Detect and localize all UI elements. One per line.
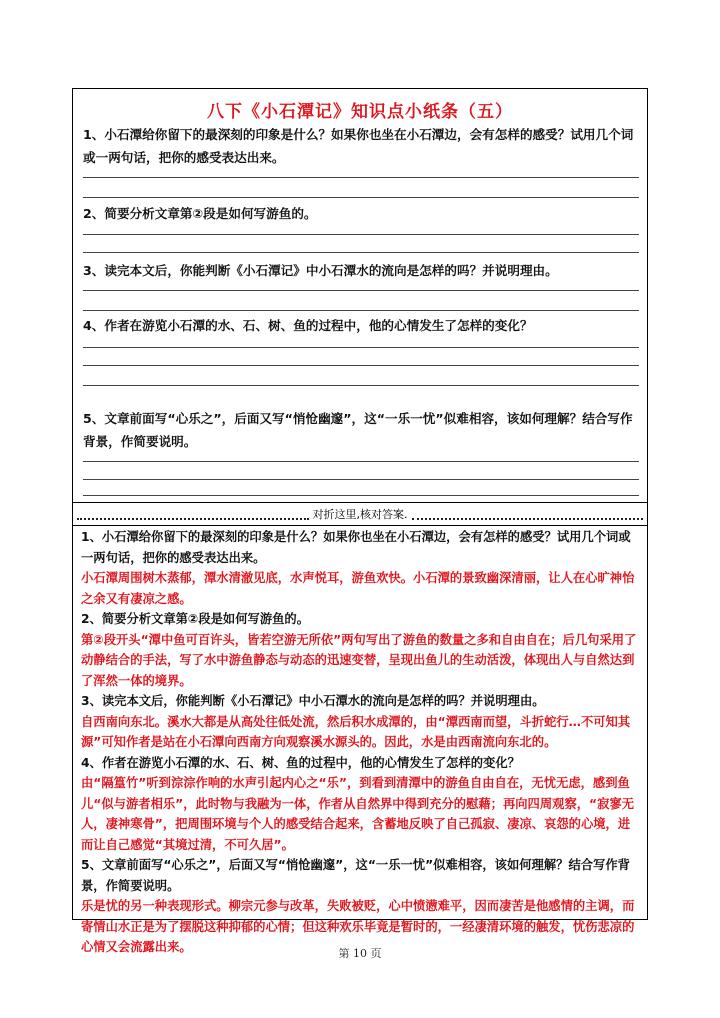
answer-question-2: 2、简要分析文章第②段是如何写游鱼的。 <box>81 612 310 626</box>
answer-line <box>83 495 639 496</box>
answer-line <box>83 234 639 235</box>
answer-line <box>83 252 639 253</box>
question-5: 5、文章前面写“心乐之”，后面又写“悄怆幽邃”，这“一乐一忧”似难相容，该如何理解？结合写作背景，作简要说明。 <box>83 411 633 449</box>
fold-line <box>73 505 647 523</box>
answer-5: 乐是忧的另一种表现形式。柳宗元参与改革，失败被贬，心中愤懑难平，因而凄苦是他感情的主调，而寄情山水正是为了摆脱这种抑郁的心情；但这种欢乐毕竟是暂时的，一经凄清环境的触发，忧伤悲凉的心情又会流露出来。 <box>81 899 635 954</box>
question-1: 1、小石潭给你留下的最深刻的印象是什么？如果你也坐在小石潭边，会有怎样的感受？试用几个词或一两句话，把你的感受表达出来。 <box>83 127 634 165</box>
answer-line <box>83 479 639 480</box>
answer-line <box>83 290 639 291</box>
answer-question-5: 5、文章前面写“心乐之”，后面又写“悄怆幽邃”，这“一乐一忧”似难相容，该如何理解？结合写作背景，作简要说明。 <box>81 858 630 893</box>
answer-question-1: 1、小石潭给你留下的最深刻的印象是什么？如果你也坐在小石潭边，会有怎样的感受？试用几个词或一两句话，把你的感受表达出来。 <box>81 530 631 565</box>
question-2: 2、简要分析文章第②段是如何写游鱼的。 <box>83 206 317 221</box>
answer-line <box>83 461 639 462</box>
answer-1: 小石潭周围树木蒸郁，潭水清澈见底，水声悦耳，游鱼欢快。小石潭的景致幽深清丽，让人在心旷神怡之余又有凄凉之感。 <box>81 571 635 606</box>
divider <box>73 525 647 526</box>
dotted-line <box>77 509 309 520</box>
answer-line <box>83 310 639 311</box>
answer-3: 自西南向东北。溪水大都是从高处往低处流，然后积水成潭的，由“潭西南而望，斗折蛇行…不可知其源”可知作者是站在小石潭向西南方向观察溪水源头的。因此，水是由西南流向东北的。 <box>81 714 631 749</box>
answer-section <box>81 527 641 958</box>
answer-question-4: 4、作者在游览小石潭的水、石、树、鱼的过程中，他的心情发生了怎样的变化？ <box>81 755 520 770</box>
question-3: 3、读完本文后，你能判断《小石潭记》中小石潭水的流向是怎样的吗？并说明理由。 <box>83 263 558 278</box>
answer-line <box>83 197 639 198</box>
dotted-line <box>412 509 644 520</box>
answer-line <box>83 347 639 348</box>
divider <box>73 502 647 503</box>
question-4: 4、作者在游览小石潭的水、石、树、鱼的过程中，他的心情发生了怎样的变化？ <box>83 318 533 333</box>
page-number: 第 10 页 <box>338 947 382 960</box>
answer-line <box>83 385 639 386</box>
answer-4: 由“隔篁竹”听到淙淙作响的水声引起内心之“乐”，到看到清潭中的游鱼自由自在，无忧无虑，感到鱼儿“似与游者相乐”，此时物与我融为一体，作者从自然界中得到充分的慰藉；再向四周观察，“寂寥无人，凄神寒骨”，把周围环境与个人的感受结合起来，含蓄地反映了自己孤寂、凄凉、哀怨的心境，进而让自己感觉“其境过清，不可久居”。 <box>81 776 635 852</box>
answer-2: 第②段开头“潭中鱼可百许头，皆若空游无所依”两句写出了游鱼的数量之多和自由自在；后几句采用了动静结合的手法，写了水中游鱼静态与动态的迅速变替，呈现出鱼儿的生动活泼，体现出人与自然达到了浑然一体的境界。 <box>81 632 637 688</box>
answer-line <box>83 365 639 366</box>
answer-question-3: 3、读完本文后，你能判断《小石潭记》中小石潭水的流向是怎样的吗？并说明理由。 <box>81 694 545 708</box>
fold-text: 对折这里,核对答案. <box>312 508 408 521</box>
answer-line <box>83 177 639 178</box>
worksheet-title: 八下《小石潭记》知识点小纸条（五） <box>207 102 513 122</box>
